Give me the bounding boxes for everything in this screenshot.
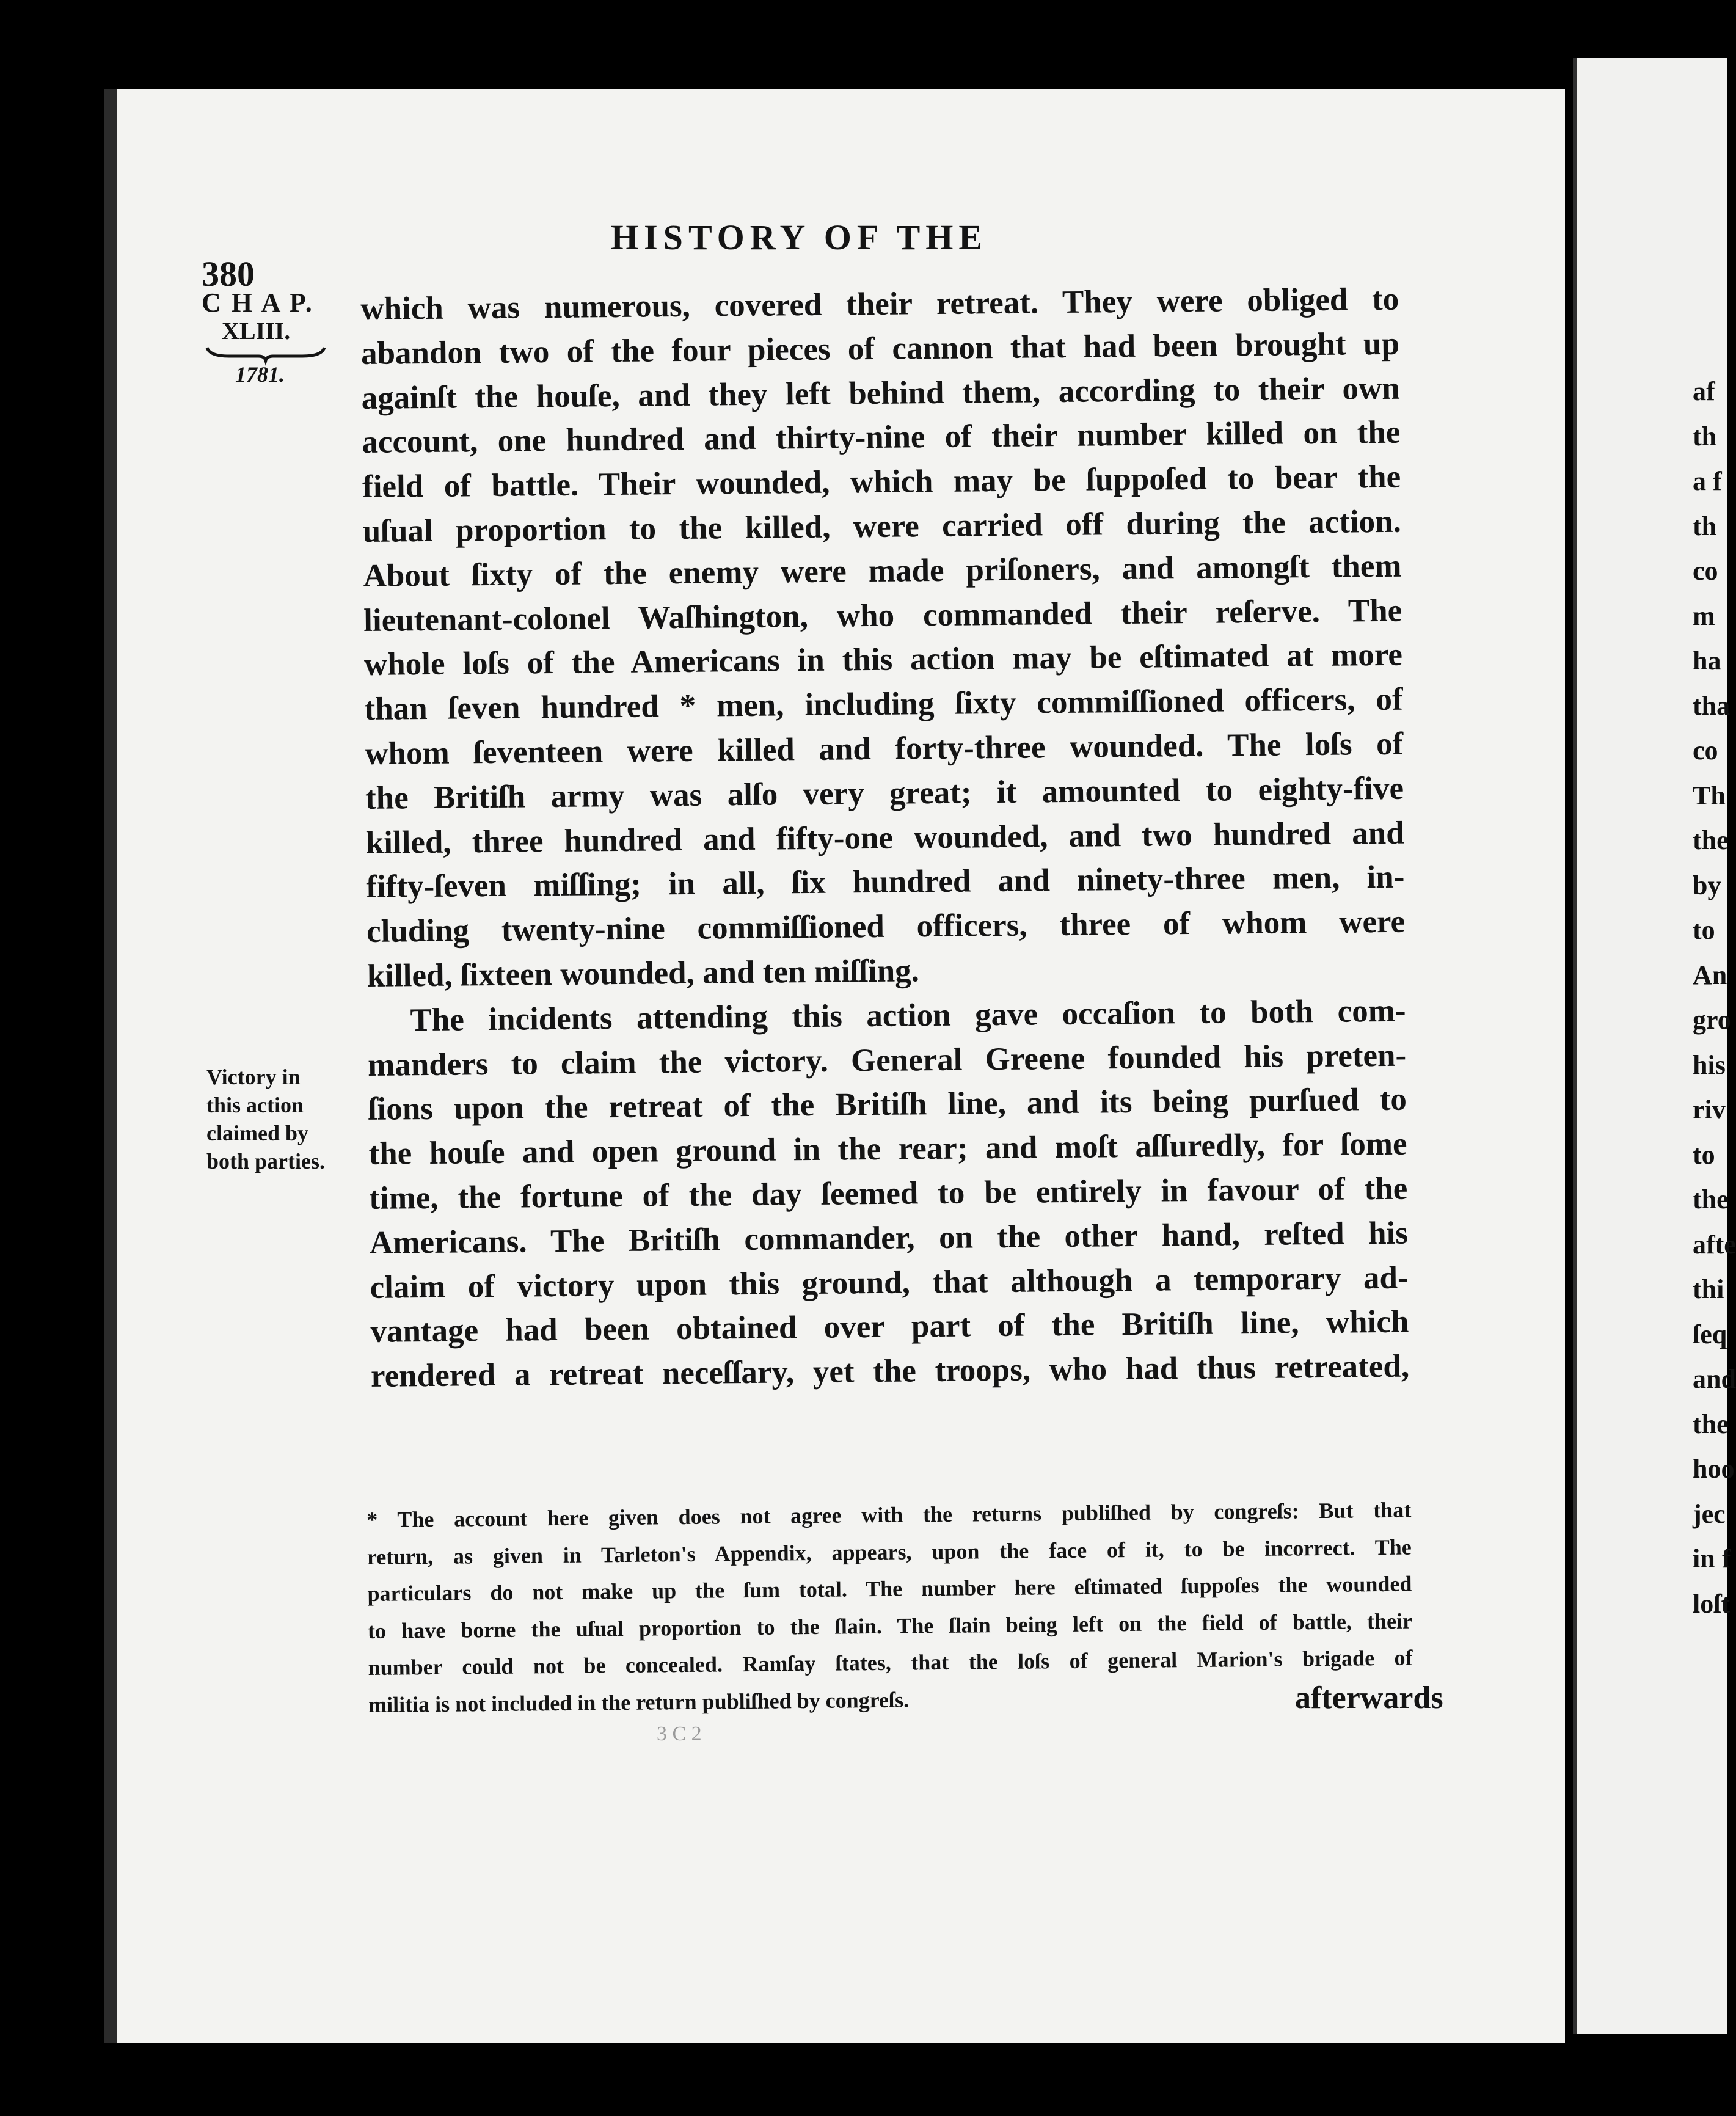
text-line: The incidents attending this action gave occaſion to both com-: [410, 993, 1406, 1038]
text-line: the houſe and open ground in the rear; and moſt aſſuredly, for ſome: [368, 1126, 1407, 1172]
year-label: 1781.: [235, 362, 285, 387]
right-page-fragment: afte: [1693, 1229, 1736, 1260]
text-line: which was numerous, covered their retreat. They were obliged to: [360, 281, 1399, 327]
right-page-fragment: jec: [1693, 1498, 1726, 1529]
text-line: whom ſeventeen were killed and forty-three wounded. The loſs of: [365, 726, 1404, 772]
footnote: [367, 1492, 1413, 1723]
text-line: than ſeven hundred * men, including ſixty commiſſioned officers, of: [364, 681, 1403, 728]
right-page-fragment: thi: [1693, 1274, 1724, 1304]
margin-note-line: both parties.: [206, 1149, 326, 1173]
right-page-fragment: his: [1693, 1049, 1726, 1080]
footnote-line: militia is not included in the return publiſhed by congreſs.: [368, 1687, 910, 1717]
right-page-fragment: a f: [1693, 466, 1722, 496]
margin-note-line: Victory in: [206, 1065, 301, 1089]
right-page-fragment: gro: [1693, 1005, 1731, 1035]
right-page-fragment: Th: [1693, 780, 1726, 811]
text-line: claim of victory upon this ground, that although a temporary ad-: [370, 1260, 1409, 1305]
right-page-fragment: An: [1693, 960, 1727, 990]
catchword: afterwards: [1295, 1680, 1443, 1715]
right-page-fragment: by: [1693, 870, 1721, 900]
text-line: lieutenant-colonel Waſhington, who commanded their reſerve. The: [363, 593, 1402, 638]
right-page-fragment: in f: [1693, 1544, 1731, 1574]
text-line: account, one hundred and thirty-nine of their number killed on the: [362, 415, 1401, 461]
text-line: killed, three hundred and fifty-one wounded, and two hundred and: [365, 815, 1404, 861]
right-page-fragment: th: [1693, 511, 1717, 541]
right-page-fragment: to: [1693, 915, 1715, 945]
right-page-edge: [1573, 58, 1736, 2034]
right-page-fragment: co: [1693, 556, 1718, 586]
text-line: the Britiſh army was alſo very great; it amounted to eighty-five: [365, 770, 1404, 816]
margin-note-line: this action: [206, 1093, 304, 1117]
chapter-label: C H A P.: [202, 288, 314, 318]
text-line: fifty-ſeven miſſing; in all, ſix hundred and ninety-three men, in-: [366, 859, 1405, 905]
chapter-number: XLIII.: [222, 317, 291, 345]
text-line: uſual proportion to the killed, were carried off during the action.: [362, 503, 1402, 549]
right-page-fragment: ſeq: [1693, 1319, 1727, 1349]
right-page-fragment: m: [1693, 600, 1715, 631]
right-page-fragment: and: [1693, 1364, 1736, 1394]
text-line: againſt the houſe, and they left behind them, according to their own: [361, 370, 1400, 416]
right-page-fragment: the: [1693, 825, 1729, 855]
text-line: rendered a retreat neceſſary, yet the troops, who had thus retreated,: [370, 1348, 1410, 1395]
text-line: Americans. The Britiſh commander, on the other hand, reſted his: [369, 1215, 1409, 1261]
text-line: abandon two of the four pieces of cannon that had been brought up: [360, 326, 1400, 371]
running-title: HISTORY OF THE: [611, 217, 988, 257]
right-page-fragment: co: [1693, 735, 1718, 765]
right-page-fragment: the: [1693, 1409, 1729, 1439]
text-line: whole loſs of the Americans in this action may be eſtimated at more: [363, 637, 1403, 683]
footnote-line: to have borne the uſual proportion to the ſlain. The ſlain being left on the field of battle, their: [367, 1608, 1413, 1643]
right-page-fragment: to: [1693, 1139, 1715, 1170]
right-page-fragment: loſt: [1693, 1588, 1731, 1619]
right-page-fragment: tha: [1693, 690, 1731, 721]
margin-note-line: claimed by: [206, 1121, 308, 1145]
text-line: ſions upon the retreat of the Britiſh line, and its being purſued to: [368, 1081, 1407, 1128]
text-line: About ſixty of the enemy were made priſoners, and amongſt them: [363, 548, 1402, 594]
right-page-fragment: riv: [1693, 1095, 1726, 1125]
right-page-fragment: the: [1693, 1184, 1729, 1214]
footnote-line: return, as given in Tarleton's Appendix, appears, upon the face of it, to be incorrect. The: [367, 1534, 1412, 1569]
margin-note: [206, 1063, 353, 1175]
right-page-fragment: ha: [1693, 646, 1721, 676]
signature-mark: 3 C 2: [657, 1723, 702, 1745]
right-page-fragment: hoo: [1693, 1454, 1735, 1484]
footnote-line: particulars do not make up the ſum total. The number here eſtimated ſuppoſes the wounded: [367, 1571, 1412, 1606]
text-line: field of battle. Their wounded, which may be ſuppoſed to bear the: [362, 459, 1401, 505]
page-number: 380: [202, 254, 255, 294]
text-line: manders to claim the victory. General Greene founded his preten-: [367, 1037, 1407, 1083]
brace-icon: [205, 345, 327, 361]
body-text: [360, 277, 1409, 1399]
right-page-fragment: af: [1693, 376, 1715, 406]
text-line: cluding twenty-nine commiſſioned officers, three of whom were: [366, 903, 1406, 950]
footnote-line: * The account here given does not agree with the returns publiſhed by congreſs: But that: [367, 1497, 1412, 1532]
text-line: time, the fortune of the day ſeemed to be entirely in favour of the: [369, 1170, 1408, 1216]
right-page-fragment: th: [1693, 421, 1717, 451]
text-line: vantage had been obtained over part of the Britiſh line, which: [370, 1304, 1409, 1350]
text-line: killed, ſixteen wounded, and ten miſſing.: [367, 953, 920, 994]
footnote-line: number could not be concealed. Ramſay ſtates, that the loſs of general Marion's brigade of: [368, 1645, 1413, 1680]
